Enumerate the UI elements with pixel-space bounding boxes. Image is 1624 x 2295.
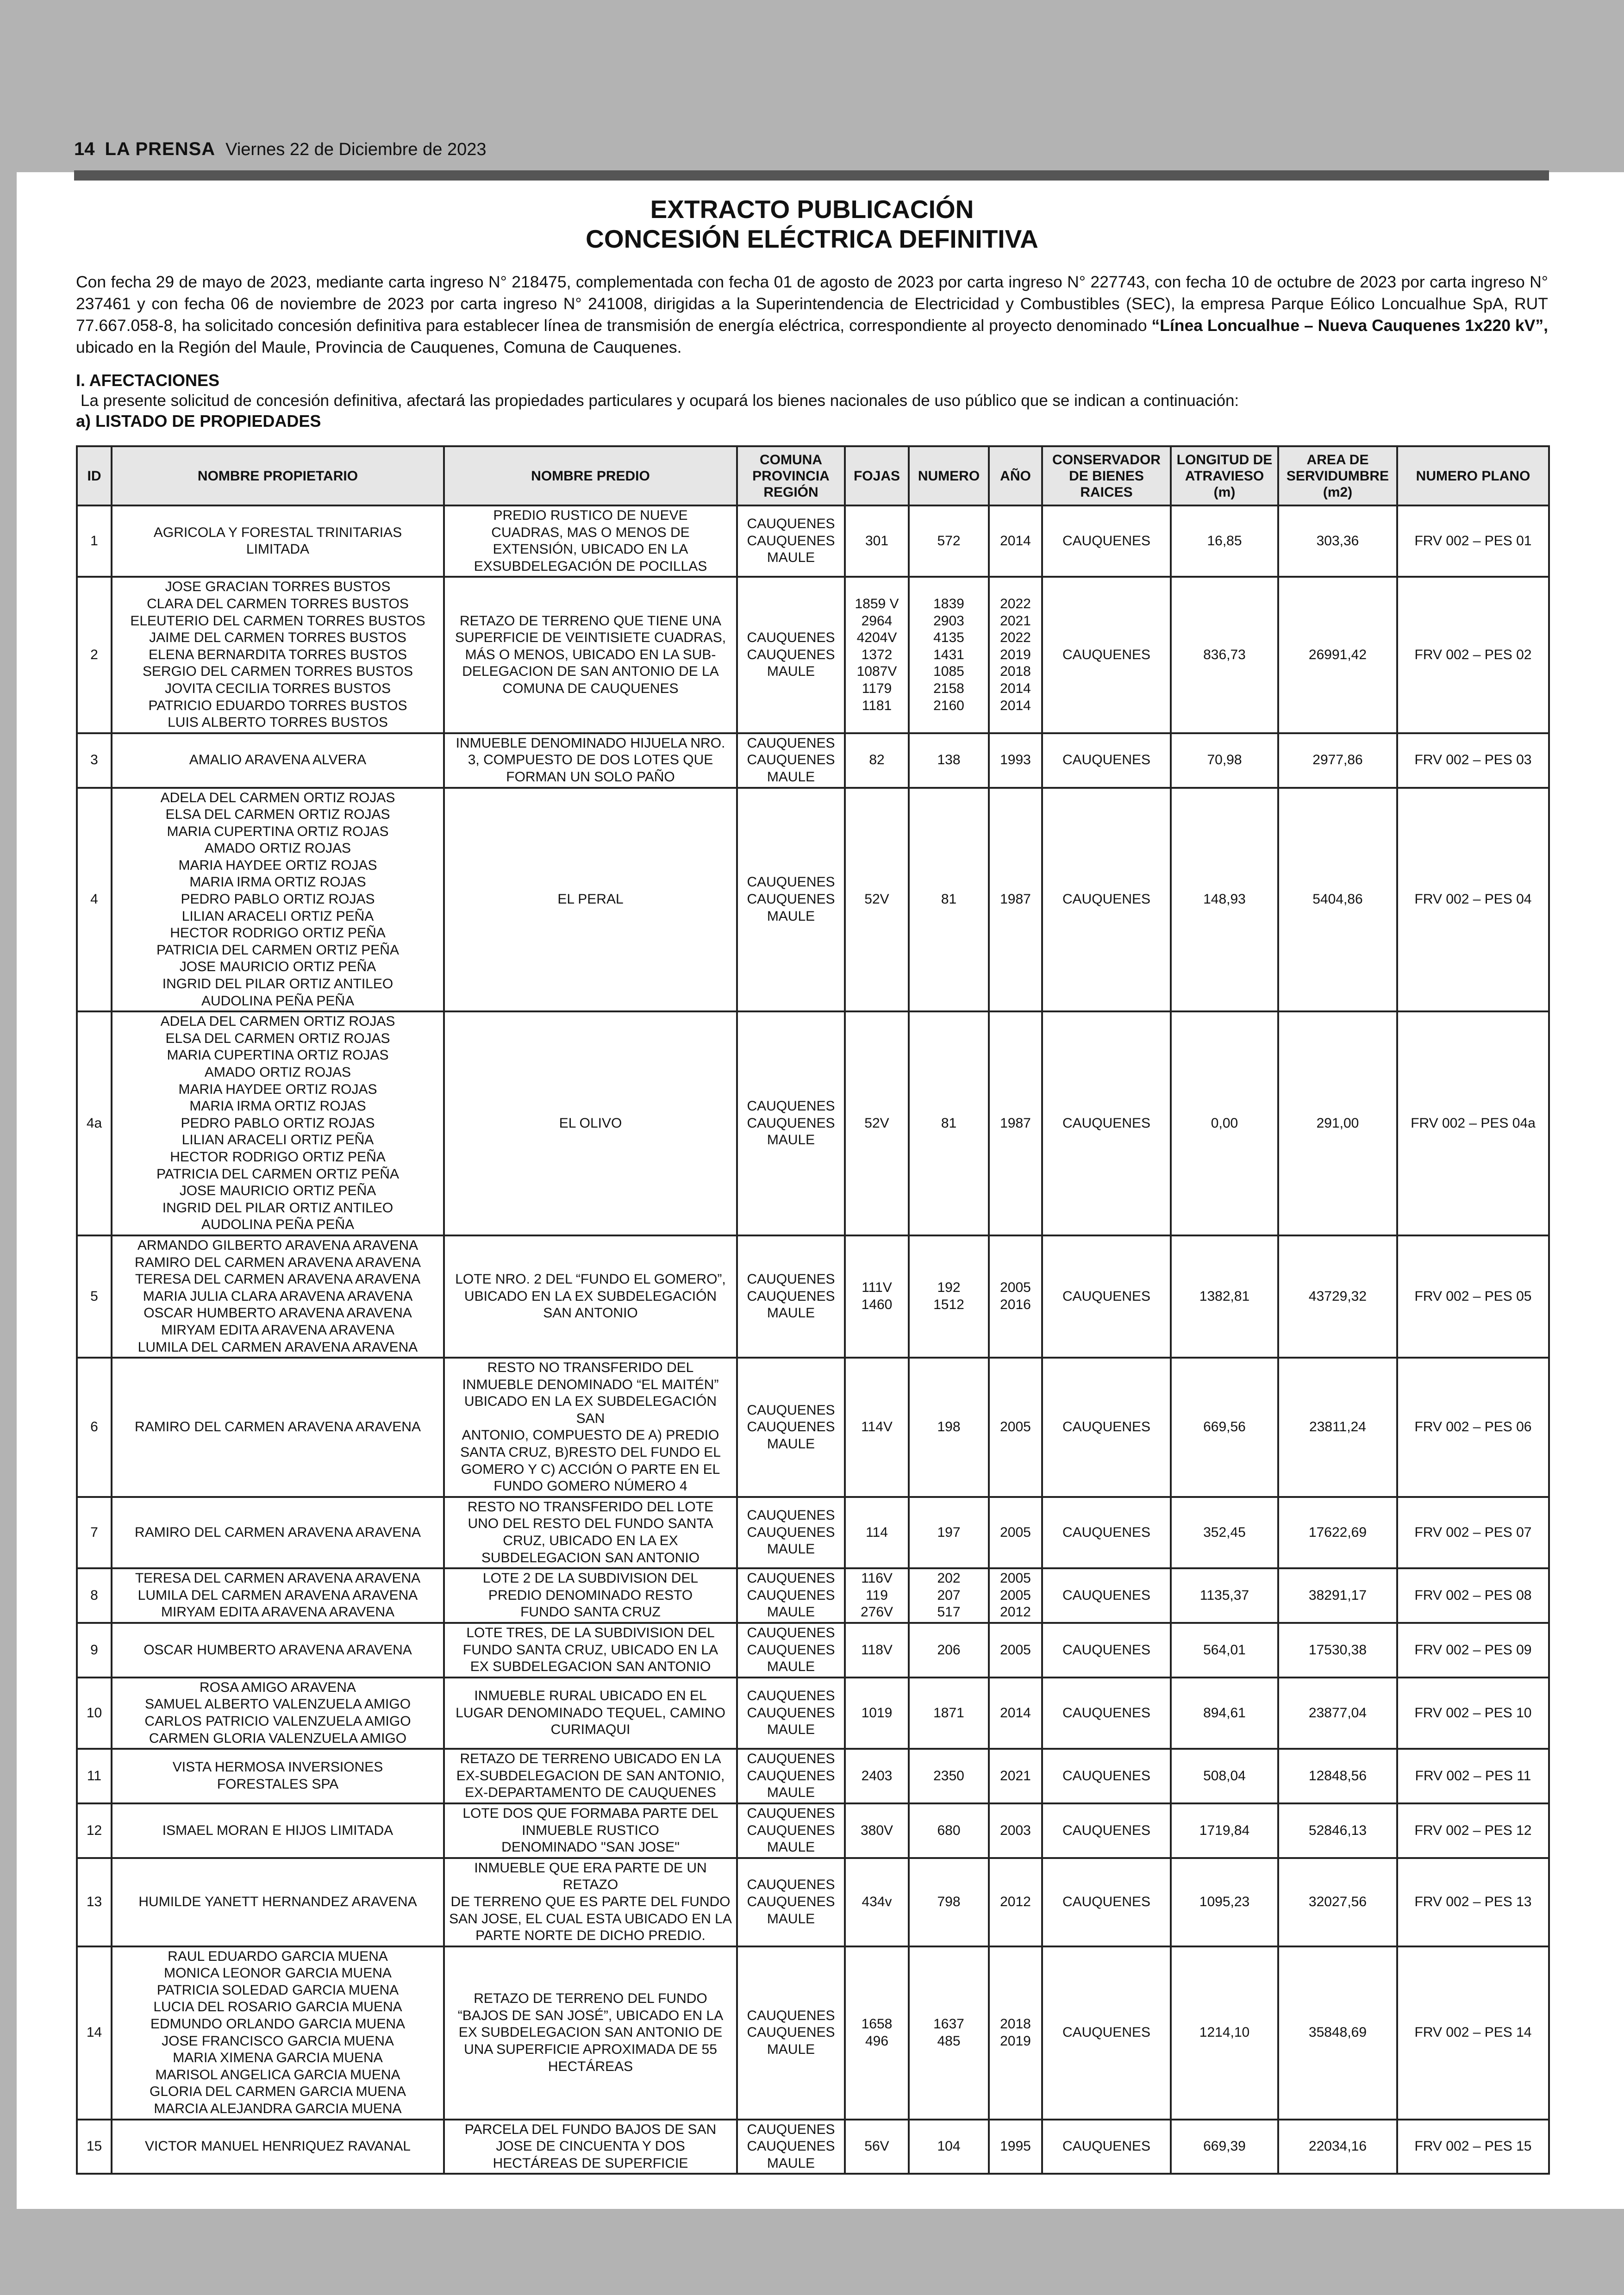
cell-conservador: CAUQUENES xyxy=(1042,1858,1171,1946)
cell-conservador: CAUQUENES xyxy=(1042,1946,1171,2120)
cell-fojas: 2403 xyxy=(845,1749,909,1803)
cell-id: 5 xyxy=(77,1235,112,1358)
cell-numero: 81 xyxy=(909,1011,989,1235)
cell-id: 11 xyxy=(77,1749,112,1803)
page-number: 14 xyxy=(74,139,95,159)
cell-longitud: 564,01 xyxy=(1171,1623,1278,1678)
cell-fojas: 52V xyxy=(845,1011,909,1235)
cell-area: 23811,24 xyxy=(1278,1358,1397,1497)
cell-conservador: CAUQUENES xyxy=(1042,788,1171,1012)
cell-numero: 198 xyxy=(909,1358,989,1497)
cell-id: 12 xyxy=(77,1803,112,1858)
cell-numero: 572 xyxy=(909,505,989,577)
cell-plano: FRV 002 – PES 04 xyxy=(1397,788,1549,1012)
cell-longitud: 1719,84 xyxy=(1171,1803,1278,1858)
cell-plano: FRV 002 – PES 02 xyxy=(1397,577,1549,733)
cell-owner: HUMILDE YANETT HERNANDEZ ARAVENA xyxy=(112,1858,444,1946)
cell-predio: EL PERAL xyxy=(444,788,737,1012)
cell-anio: 1995 xyxy=(989,2120,1042,2174)
cell-fojas: 114 xyxy=(845,1497,909,1568)
subsection-heading: a) LISTADO DE PROPIEDADES xyxy=(76,412,321,430)
cell-id: 1 xyxy=(77,505,112,577)
table-row xyxy=(77,1858,1549,1946)
cell-owner: TERESA DEL CARMEN ARAVENA ARAVENA LUMILA DEL CARMEN ARAVENA ARAVENA MIRYAM EDITA ARAVENA ARAVENA xyxy=(112,1568,444,1623)
column-header-fojas: FOJAS xyxy=(845,446,909,505)
cell-anio: 2022 2021 2022 2019 2018 2014 2014 xyxy=(989,577,1042,733)
cell-owner: ADELA DEL CARMEN ORTIZ ROJAS ELSA DEL CARMEN ORTIZ ROJAS MARIA CUPERTINA ORTIZ ROJAS AMADO ORTIZ ROJAS MARIA HAYDEE ORTIZ ROJAS MARIA IRMA ORTIZ ROJAS PEDRO PABLO ORTIZ ROJAS LILIAN ARACELI ORTIZ PEÑA HECTOR RODRIGO ORTIZ PEÑA PATRICIA DEL CARMEN ORTIZ PEÑA JOSE MAURICIO ORTIZ PEÑA INGRID DEL PILAR ORTIZ ANTILEO AUDOLINA PEÑA PEÑA xyxy=(112,1011,444,1235)
cell-area: 32027,56 xyxy=(1278,1858,1397,1946)
cell-plano: FRV 002 – PES 06 xyxy=(1397,1358,1549,1497)
cell-plano: FRV 002 – PES 10 xyxy=(1397,1678,1549,1749)
cell-area: 303,36 xyxy=(1278,505,1397,577)
cell-area: 291,00 xyxy=(1278,1011,1397,1235)
cell-longitud: 1382,81 xyxy=(1171,1235,1278,1358)
cell-predio: INMUEBLE QUE ERA PARTE DE UN RETAZO DE TERRENO QUE ES PARTE DEL FUNDO SAN JOSE, EL CUAL ESTA UBICADO EN LA PARTE NORTE DE DICHO PREDIO. xyxy=(444,1858,737,1946)
table-row xyxy=(77,788,1549,1012)
intro-text-1: Con fecha 29 de mayo de 2023, mediante carta ingreso N° 218475, complementada con fecha 01 de agosto de 2023 por carta ingreso N° 227743, con fecha 10 de octubre de 2023 por carta ingreso N° 237461 y con fecha 06 de noviembre de 2023 por carta ingreso N° 241008, dirigidas a la Superintendencia de Electricidad y Combustibles (SEC), la empresa Parque Eólico Loncualhue SpA, RUT 77.667.058-8, ha solicitado concesión definitiva para establecer línea de transmisión de energía eléctrica, correspondiente al proyecto denominado xyxy=(76,273,1548,335)
cell-numero: 1637 485 xyxy=(909,1946,989,2120)
cell-numero: 1871 xyxy=(909,1678,989,1749)
cell-numero: 202 207 517 xyxy=(909,1568,989,1623)
cell-plano: FRV 002 – PES 03 xyxy=(1397,733,1549,788)
cell-plano: FRV 002 – PES 07 xyxy=(1397,1497,1549,1568)
cell-id: 8 xyxy=(77,1568,112,1623)
cell-fojas: 301 xyxy=(845,505,909,577)
cell-predio: LOTE 2 DE LA SUBDIVISION DEL PREDIO DENOMINADO RESTO FUNDO SANTA CRUZ xyxy=(444,1568,737,1623)
cell-area: 12848,56 xyxy=(1278,1749,1397,1803)
cell-owner: VICTOR MANUEL HENRIQUEZ RAVANAL xyxy=(112,2120,444,2174)
column-header-anio: AÑO xyxy=(989,446,1042,505)
cell-comuna: CAUQUENES CAUQUENES MAULE xyxy=(737,733,845,788)
cell-area: 43729,32 xyxy=(1278,1235,1397,1358)
cell-comuna: CAUQUENES CAUQUENES MAULE xyxy=(737,1678,845,1749)
cell-comuna: CAUQUENES CAUQUENES MAULE xyxy=(737,1497,845,1568)
table-row xyxy=(77,2120,1549,2174)
cell-id: 10 xyxy=(77,1678,112,1749)
cell-owner: VISTA HERMOSA INVERSIONES FORESTALES SPA xyxy=(112,1749,444,1803)
table-row xyxy=(77,577,1549,733)
section-heading: I. AFECTACIONES xyxy=(76,371,220,390)
cell-numero: 2350 xyxy=(909,1749,989,1803)
cell-comuna: CAUQUENES CAUQUENES MAULE xyxy=(737,1803,845,1858)
cell-plano: FRV 002 – PES 13 xyxy=(1397,1858,1549,1946)
cell-plano: FRV 002 – PES 08 xyxy=(1397,1568,1549,1623)
cell-conservador: CAUQUENES xyxy=(1042,1803,1171,1858)
cell-owner: RAMIRO DEL CARMEN ARAVENA ARAVENA xyxy=(112,1358,444,1497)
properties-table xyxy=(76,445,1550,2175)
publication-body xyxy=(76,194,1548,2175)
cell-longitud: 894,61 xyxy=(1171,1678,1278,1749)
table-row xyxy=(77,1011,1549,1235)
cell-fojas: 111V 1460 xyxy=(845,1235,909,1358)
cell-area: 5404,86 xyxy=(1278,788,1397,1012)
table-row xyxy=(77,1358,1549,1497)
cell-predio: RESTO NO TRANSFERIDO DEL LOTE UNO DEL RESTO DEL FUNDO SANTA CRUZ, UBICADO EN LA EX SUBDELEGACION SAN ANTONIO xyxy=(444,1497,737,1568)
title-line-2: CONCESIÓN ELÉCTRICA DEFINITIVA xyxy=(586,225,1038,253)
cell-conservador: CAUQUENES xyxy=(1042,1011,1171,1235)
cell-conservador: CAUQUENES xyxy=(1042,505,1171,577)
cell-conservador: CAUQUENES xyxy=(1042,1678,1171,1749)
cell-area: 52846,13 xyxy=(1278,1803,1397,1858)
cell-predio: RESTO NO TRANSFERIDO DEL INMUEBLE DENOMINADO “EL MAITÉN” UBICADO EN LA EX SUBDELEGACIÓN SAN ANTONIO, COMPUESTO DE A) PREDIO SANTA CRUZ, B)RESTO DEL FUNDO EL GOMERO Y C) ACCIÓN O PARTE EN EL FUNDO GOMERO NÚMERO 4 xyxy=(444,1358,737,1497)
header-rule xyxy=(74,170,1549,181)
cell-longitud: 1135,37 xyxy=(1171,1568,1278,1623)
cell-anio: 2014 xyxy=(989,1678,1042,1749)
cell-id: 2 xyxy=(77,577,112,733)
cell-longitud: 16,85 xyxy=(1171,505,1278,577)
cell-numero: 104 xyxy=(909,2120,989,2174)
cell-predio: EL OLIVO xyxy=(444,1011,737,1235)
cell-conservador: CAUQUENES xyxy=(1042,1749,1171,1803)
cell-comuna: CAUQUENES CAUQUENES MAULE xyxy=(737,1858,845,1946)
cell-anio: 2005 2016 xyxy=(989,1235,1042,1358)
cell-id: 4a xyxy=(77,1011,112,1235)
cell-predio: RETAZO DE TERRENO DEL FUNDO “BAJOS DE SAN JOSÉ”, UBICADO EN LA EX SUBDELEGACION SAN ANTONIO DE UNA SUPERFICIE APROXIMADA DE 55 HECTÁREAS xyxy=(444,1946,737,2120)
cell-anio: 2021 xyxy=(989,1749,1042,1803)
cell-numero: 680 xyxy=(909,1803,989,1858)
cell-numero: 138 xyxy=(909,733,989,788)
cell-predio: LOTE TRES, DE LA SUBDIVISION DEL FUNDO SANTA CRUZ, UBICADO EN LA EX SUBDELEGACION SAN ANTONIO xyxy=(444,1623,737,1678)
cell-numero: 197 xyxy=(909,1497,989,1568)
cell-plano: FRV 002 – PES 05 xyxy=(1397,1235,1549,1358)
cell-owner: AGRICOLA Y FORESTAL TRINITARIAS LIMITADA xyxy=(112,505,444,577)
cell-owner: RAUL EDUARDO GARCIA MUENA MONICA LEONOR GARCIA MUENA PATRICIA SOLEDAD GARCIA MUENA LUCIA DEL ROSARIO GARCIA MUENA EDMUNDO ORLANDO GARCIA MUENA JOSE FRANCISCO GARCIA MUENA MARIA XIMENA GARCIA MUENA MARISOL ANGELICA GARCIA MUENA GLORIA DEL CARMEN GARCIA MUENA MARCIA ALEJANDRA GARCIA MUENA xyxy=(112,1946,444,2120)
cell-comuna: CAUQUENES CAUQUENES MAULE xyxy=(737,1568,845,1623)
cell-longitud: 148,93 xyxy=(1171,788,1278,1012)
cell-longitud: 508,04 xyxy=(1171,1749,1278,1803)
cell-longitud: 70,98 xyxy=(1171,733,1278,788)
cell-owner: ARMANDO GILBERTO ARAVENA ARAVENA RAMIRO DEL CARMEN ARAVENA ARAVENA TERESA DEL CARMEN ARAVENA ARAVENA MARIA JULIA CLARA ARAVENA ARAVENA OSCAR HUMBERTO ARAVENA ARAVENA MIRYAM EDITA ARAVENA ARAVENA LUMILA DEL CARMEN ARAVENA ARAVENA xyxy=(112,1235,444,1358)
table-row xyxy=(77,1497,1549,1568)
cell-conservador: CAUQUENES xyxy=(1042,1623,1171,1678)
intro-paragraph xyxy=(76,271,1548,358)
table-row xyxy=(77,505,1549,577)
cell-predio: PARCELA DEL FUNDO BAJOS DE SAN JOSE DE CINCUENTA Y DOS HECTÁREAS DE SUPERFICIE xyxy=(444,2120,737,2174)
table-body xyxy=(77,505,1549,2174)
cell-anio: 2005 xyxy=(989,1497,1042,1568)
cell-id: 4 xyxy=(77,788,112,1012)
cell-plano: FRV 002 – PES 14 xyxy=(1397,1946,1549,2120)
cell-anio: 2003 xyxy=(989,1803,1042,1858)
cell-area: 35848,69 xyxy=(1278,1946,1397,2120)
cell-plano: FRV 002 – PES 11 xyxy=(1397,1749,1549,1803)
cell-fojas: 116V 119 276V xyxy=(845,1568,909,1623)
cell-owner: ADELA DEL CARMEN ORTIZ ROJAS ELSA DEL CARMEN ORTIZ ROJAS MARIA CUPERTINA ORTIZ ROJAS AMADO ORTIZ ROJAS MARIA HAYDEE ORTIZ ROJAS MARIA IRMA ORTIZ ROJAS PEDRO PABLO ORTIZ ROJAS LILIAN ARACELI ORTIZ PEÑA HECTOR RODRIGO ORTIZ PEÑA PATRICIA DEL CARMEN ORTIZ PEÑA JOSE MAURICIO ORTIZ PEÑA INGRID DEL PILAR ORTIZ ANTILEO AUDOLINA PEÑA PEÑA xyxy=(112,788,444,1012)
table-row xyxy=(77,1568,1549,1623)
cell-comuna: CAUQUENES CAUQUENES MAULE xyxy=(737,577,845,733)
cell-conservador: CAUQUENES xyxy=(1042,577,1171,733)
cell-fojas: 1019 xyxy=(845,1678,909,1749)
table-row xyxy=(77,1803,1549,1858)
column-header-area: AREA DE SERVIDUMBRE (m2) xyxy=(1278,446,1397,505)
cell-predio: PREDIO RUSTICO DE NUEVE CUADRAS, MAS O MENOS DE EXTENSIÓN, UBICADO EN LA EXSUBDELEGACIÓN DE POCILLAS xyxy=(444,505,737,577)
cell-fojas: 434v xyxy=(845,1858,909,1946)
cell-anio: 2005 2005 2012 xyxy=(989,1568,1042,1623)
cell-id: 3 xyxy=(77,733,112,788)
cell-conservador: CAUQUENES xyxy=(1042,1568,1171,1623)
cell-id: 7 xyxy=(77,1497,112,1568)
cell-longitud: 0,00 xyxy=(1171,1011,1278,1235)
cell-owner: AMALIO ARAVENA ALVERA xyxy=(112,733,444,788)
column-header-id: ID xyxy=(77,446,112,505)
publication-name: LA PRENSA xyxy=(105,139,216,159)
cell-longitud: 669,39 xyxy=(1171,2120,1278,2174)
cell-numero: 81 xyxy=(909,788,989,1012)
cell-owner: OSCAR HUMBERTO ARAVENA ARAVENA xyxy=(112,1623,444,1678)
cell-fojas: 1658 496 xyxy=(845,1946,909,2120)
cell-longitud: 352,45 xyxy=(1171,1497,1278,1568)
cell-anio: 2014 xyxy=(989,505,1042,577)
cell-id: 13 xyxy=(77,1858,112,1946)
cell-conservador: CAUQUENES xyxy=(1042,733,1171,788)
cell-owner: ISMAEL MORAN E HIJOS LIMITADA xyxy=(112,1803,444,1858)
cell-numero: 1839 2903 4135 1431 1085 2158 2160 xyxy=(909,577,989,733)
cell-fojas: 56V xyxy=(845,2120,909,2174)
cell-predio: INMUEBLE RURAL UBICADO EN EL LUGAR DENOMINADO TEQUEL, CAMINO CURIMAQUI xyxy=(444,1678,737,1749)
cell-area: 17530,38 xyxy=(1278,1623,1397,1678)
cell-id: 14 xyxy=(77,1946,112,2120)
cell-anio: 1987 xyxy=(989,788,1042,1012)
cell-predio: RETAZO DE TERRENO QUE TIENE UNA SUPERFICIE DE VEINTISIETE CUADRAS, MÁS O MENOS, UBICADO EN LA SUB- DELEGACION DE SAN ANTONIO DE LA COMUNA DE CAUQUENES xyxy=(444,577,737,733)
cell-comuna: CAUQUENES CAUQUENES MAULE xyxy=(737,1358,845,1497)
cell-numero: 798 xyxy=(909,1858,989,1946)
publication-date: Viernes 22 de Diciembre de 2023 xyxy=(225,140,487,159)
cell-fojas: 1859 V 2964 4204V 1372 1087V 1179 1181 xyxy=(845,577,909,733)
cell-area: 22034,16 xyxy=(1278,2120,1397,2174)
cell-fojas: 114V xyxy=(845,1358,909,1497)
cell-anio: 2012 xyxy=(989,1858,1042,1946)
cell-plano: FRV 002 – PES 09 xyxy=(1397,1623,1549,1678)
column-header-plano: NUMERO PLANO xyxy=(1397,446,1549,505)
column-header-predio: NOMBRE PREDIO xyxy=(444,446,737,505)
table-row xyxy=(77,1623,1549,1678)
column-header-owner: NOMBRE PROPIETARIO xyxy=(112,446,444,505)
cell-anio: 1993 xyxy=(989,733,1042,788)
column-header-conservador: CONSERVADOR DE BIENES RAICES xyxy=(1042,446,1171,505)
cell-predio: LOTE DOS QUE FORMABA PARTE DEL INMUEBLE RUSTICO DENOMINADO "SAN JOSE" xyxy=(444,1803,737,1858)
cell-numero: 192 1512 xyxy=(909,1235,989,1358)
table-row xyxy=(77,1946,1549,2120)
cell-conservador: CAUQUENES xyxy=(1042,1497,1171,1568)
cell-longitud: 836,73 xyxy=(1171,577,1278,733)
cell-longitud: 1095,23 xyxy=(1171,1858,1278,1946)
cell-plano: FRV 002 – PES 12 xyxy=(1397,1803,1549,1858)
cell-anio: 2005 xyxy=(989,1623,1042,1678)
cell-anio: 2018 2019 xyxy=(989,1946,1042,2120)
cell-area: 38291,17 xyxy=(1278,1568,1397,1623)
cell-comuna: CAUQUENES CAUQUENES MAULE xyxy=(737,1946,845,2120)
cell-comuna: CAUQUENES CAUQUENES MAULE xyxy=(737,1235,845,1358)
cell-anio: 1987 xyxy=(989,1011,1042,1235)
cell-longitud: 669,56 xyxy=(1171,1358,1278,1497)
cell-comuna: CAUQUENES CAUQUENES MAULE xyxy=(737,2120,845,2174)
cell-area: 2977,86 xyxy=(1278,733,1397,788)
table-header-row xyxy=(77,446,1549,505)
column-header-numero: NUMERO xyxy=(909,446,989,505)
title-line-1: EXTRACTO PUBLICACIÓN xyxy=(650,195,974,224)
cell-comuna: CAUQUENES CAUQUENES MAULE xyxy=(737,1623,845,1678)
column-header-longitud: LONGITUD DE ATRAVIESO (m) xyxy=(1171,446,1278,505)
cell-conservador: CAUQUENES xyxy=(1042,2120,1171,2174)
cell-comuna: CAUQUENES CAUQUENES MAULE xyxy=(737,788,845,1012)
cell-comuna: CAUQUENES CAUQUENES MAULE xyxy=(737,1749,845,1803)
cell-longitud: 1214,10 xyxy=(1171,1946,1278,2120)
cell-fojas: 82 xyxy=(845,733,909,788)
cell-id: 6 xyxy=(77,1358,112,1497)
cell-fojas: 380V xyxy=(845,1803,909,1858)
table-row xyxy=(77,1749,1549,1803)
cell-conservador: CAUQUENES xyxy=(1042,1235,1171,1358)
cell-comuna: CAUQUENES CAUQUENES MAULE xyxy=(737,1011,845,1235)
cell-plano: FRV 002 – PES 01 xyxy=(1397,505,1549,577)
cell-predio: RETAZO DE TERRENO UBICADO EN LA EX-SUBDELEGACION DE SAN ANTONIO, EX-DEPARTAMENTO DE CAUQUENES xyxy=(444,1749,737,1803)
cell-conservador: CAUQUENES xyxy=(1042,1358,1171,1497)
cell-predio: LOTE NRO. 2 DEL “FUNDO EL GOMERO”, UBICADO EN LA EX SUBDELEGACIÓN SAN ANTONIO xyxy=(444,1235,737,1358)
table-row xyxy=(77,733,1549,788)
cell-id: 9 xyxy=(77,1623,112,1678)
table-row xyxy=(77,1235,1549,1358)
cell-owner: RAMIRO DEL CARMEN ARAVENA ARAVENA xyxy=(112,1497,444,1568)
page-header xyxy=(74,139,1551,168)
cell-owner: ROSA AMIGO ARAVENA SAMUEL ALBERTO VALENZUELA AMIGO CARLOS PATRICIO VALENZUELA AMIGO CARMEN GLORIA VALENZUELA AMIGO xyxy=(112,1678,444,1749)
cell-area: 17622,69 xyxy=(1278,1497,1397,1568)
cell-anio: 2005 xyxy=(989,1358,1042,1497)
cell-plano: FRV 002 – PES 15 xyxy=(1397,2120,1549,2174)
cell-comuna: CAUQUENES CAUQUENES MAULE xyxy=(737,505,845,577)
column-header-comuna: COMUNA PROVINCIA REGIÓN xyxy=(737,446,845,505)
document-title xyxy=(76,194,1548,254)
cell-id: 15 xyxy=(77,2120,112,2174)
cell-numero: 206 xyxy=(909,1623,989,1678)
table-row xyxy=(77,1678,1549,1749)
cell-fojas: 118V xyxy=(845,1623,909,1678)
cell-fojas: 52V xyxy=(845,788,909,1012)
section-text: La presente solicitud de concesión definitiva, afectará las propiedades particulares y ocupará los bienes nacionales de uso público que se indican a continuación: xyxy=(81,392,1239,410)
cell-area: 23877,04 xyxy=(1278,1678,1397,1749)
cell-predio: INMUEBLE DENOMINADO HIJUELA NRO. 3, COMPUESTO DE DOS LOTES QUE FORMAN UN SOLO PAÑO xyxy=(444,733,737,788)
intro-text-2: ubicado en la Región del Maule, Provincia de Cauquenes, Comuna de Cauquenes. xyxy=(76,338,682,356)
cell-area: 26991,42 xyxy=(1278,577,1397,733)
cell-owner: JOSE GRACIAN TORRES BUSTOS CLARA DEL CARMEN TORRES BUSTOS ELEUTERIO DEL CARMEN TORRES BUSTOS JAIME DEL CARMEN TORRES BUSTOS ELENA BERNARDITA TORRES BUSTOS SERGIO DEL CARMEN TORRES BUSTOS JOVITA CECILIA TORRES BUSTOS PATRICIO EDUARDO TORRES BUSTOS LUIS ALBERTO TORRES BUSTOS xyxy=(112,577,444,733)
cell-plano: FRV 002 – PES 04a xyxy=(1397,1011,1549,1235)
project-name: “Línea Loncualhue – Nueva Cauquenes 1x220 kV”, xyxy=(1151,316,1548,335)
